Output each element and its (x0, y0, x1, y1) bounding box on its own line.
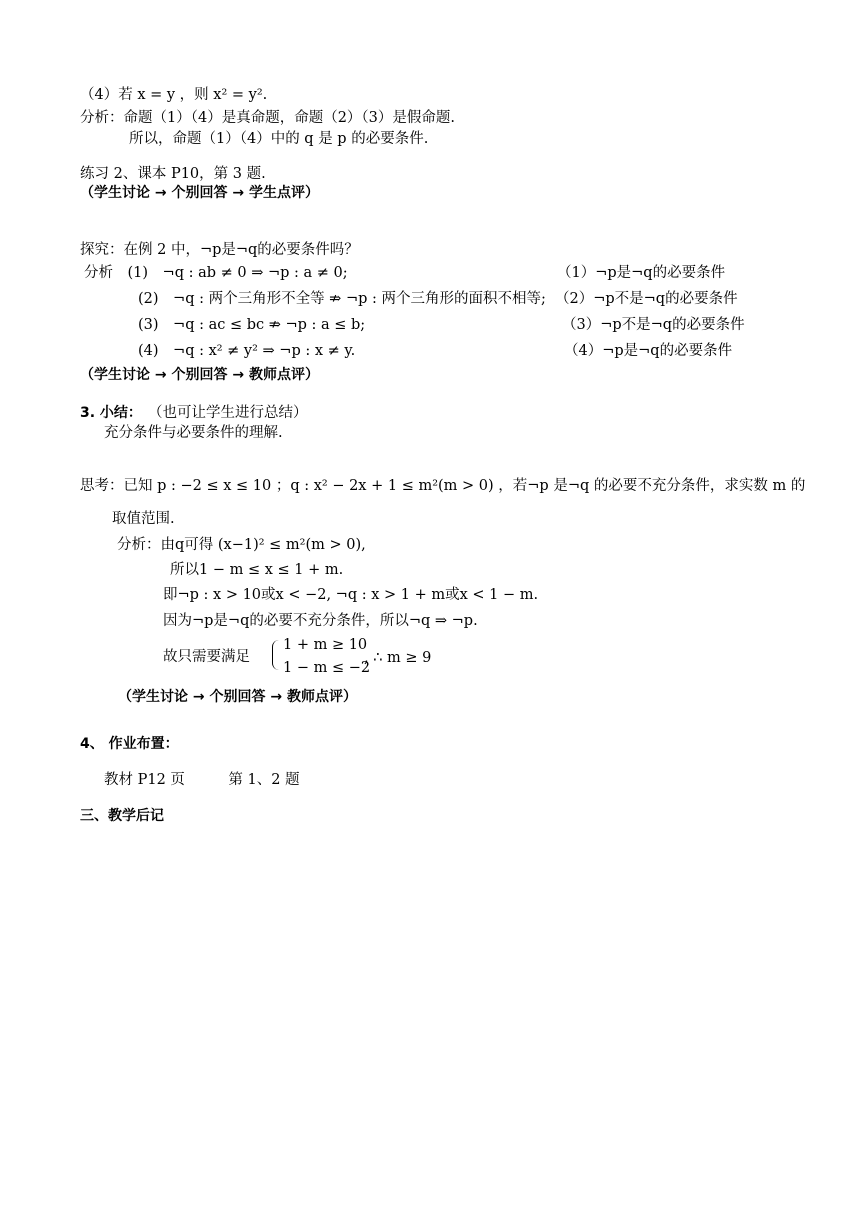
homework-heading: 4、 作业布置： (80, 736, 179, 752)
analysis-result-3: （3）¬p不是¬q的必要条件 (562, 317, 745, 333)
case-4-line: （4）若 x = y ，则 x² = y². (80, 87, 268, 103)
think-question: 思考：已知 p : −2 ≤ x ≤ 10 ；q : x² − 2x + 1 ≤ m²(m > 0) ，若¬p 是¬q 的必要不充分条件，求实数 m 的 (80, 478, 806, 494)
analysis-item-1: 分析 (1) ¬q : ab ≠ 0 ⇒ ¬p : a ≠ 0; (84, 265, 348, 281)
activity-note-2: （学生讨论 → 个别回答 → 教师点评） (80, 367, 319, 383)
think-analysis-2: 所以1 − m ≤ x ≤ 1 + m. (170, 562, 344, 578)
system-eq-2: 1 − m ≤ −2 (283, 660, 371, 676)
think-analysis-3: 即¬p : x > 10或x < −2, ¬q : x > 1 + m或x < 1 − m. (163, 587, 539, 603)
analysis-line: 分析：命题（1）（4）是真命题，命题（2）（3）是假命题. (80, 110, 456, 126)
activity-note-3: （学生讨论 → 个别回答 → 教师点评） (118, 689, 357, 705)
analysis-result-4: （4）¬p是¬q的必要条件 (564, 343, 733, 359)
analysis-result-2: （2）¬p不是¬q的必要条件 (555, 291, 738, 307)
think-condition-label: 故只需要满足 (163, 649, 250, 665)
think-question-cont: 取值范围. (112, 511, 175, 527)
summary-text: 充分条件与必要条件的理解. (104, 425, 283, 441)
system-brace (272, 640, 281, 670)
conclusion-line: 所以，命题（1）（4）中的 q 是 p 的必要条件. (129, 131, 429, 147)
explore-line: 探究：在例 2 中，¬p是¬q的必要条件吗？ (80, 242, 359, 258)
think-analysis-1: 分析：由q可得 (x−1)² ≤ m²(m > 0), (117, 537, 366, 553)
think-analysis-4: 因为¬p是¬q的必要不充分条件，所以¬q ⇒ ¬p. (163, 613, 478, 629)
system-eq-1: 1 + m ≥ 10 (283, 637, 368, 653)
summary-note: （也可让学生进行总结） (148, 405, 308, 421)
system-result: , ∴ m ≥ 9 (364, 650, 432, 666)
postscript-heading: 三、教学后记 (80, 808, 164, 824)
activity-note-1: （学生讨论 → 个别回答 → 学生点评） (80, 185, 319, 201)
homework-text: 教材 P12 页 第 1、2 题 (104, 772, 300, 788)
analysis-result-1: （1）¬p是¬q的必要条件 (557, 265, 726, 281)
analysis-item-3: (3) ¬q : ac ≤ bc ⇏ ¬p : a ≤ b; (138, 317, 366, 333)
analysis-item-4: (4) ¬q : x² ≠ y² ⇒ ¬p : x ≠ y. (138, 343, 356, 359)
analysis-item-2: (2) ¬q : 两个三角形不全等 ⇏ ¬p : 两个三角形的面积不相等; (138, 291, 546, 307)
exercise-line: 练习 2、课本 P10，第 3 题. (80, 166, 266, 182)
summary-heading: 3. 小结： (80, 405, 142, 421)
